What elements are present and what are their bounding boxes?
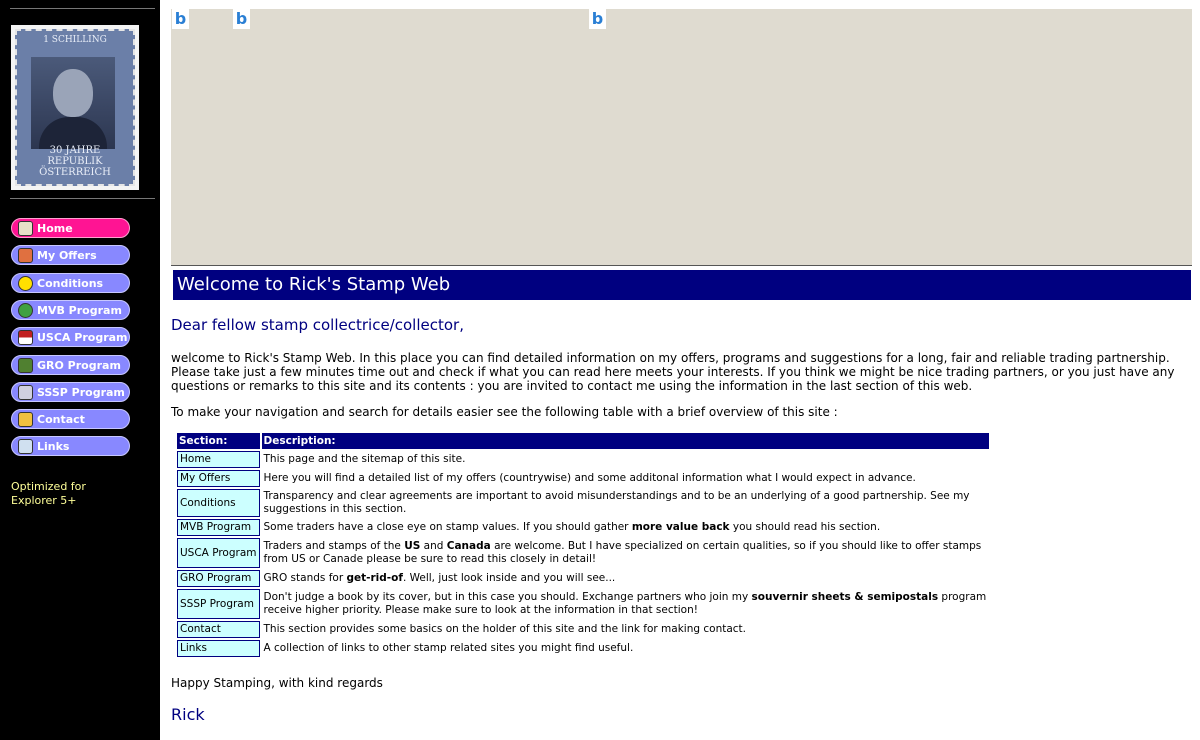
- section-description: [262, 451, 989, 468]
- nav-usca-program-button[interactable]: [11, 327, 130, 347]
- optimized-line1: Optimized for: [11, 480, 86, 493]
- description-emphasis: Canada: [446, 540, 491, 552]
- header-section: Section:: [177, 433, 260, 449]
- section-link[interactable]: MVB Program: [177, 519, 260, 536]
- section-description: [262, 621, 989, 638]
- optimized-note: [11, 480, 101, 508]
- broken-image-icon: b: [233, 9, 250, 29]
- optimized-line2: Explorer 5+: [11, 494, 77, 507]
- description-emphasis: get-rid-of: [346, 572, 403, 584]
- navigation-note: To make your navigation and search for details easier see the following table with a brief overview of this site :: [171, 405, 838, 419]
- nav-label: GRO Program: [37, 358, 121, 372]
- description-text: Some traders have a close eye on stamp values. If you should gather: [263, 521, 632, 533]
- offers-icon: [18, 248, 33, 263]
- description-text: GRO stands for: [263, 572, 347, 584]
- stamp-bottom-line2: REPUBLIK: [47, 156, 103, 167]
- header-description: Description:: [262, 433, 989, 449]
- intro-paragraph: welcome to Rick's Stamp Web. In this place you can find detailed information on my offers, programs and suggestions for a long, fair and reliable trading partnership. Please take just a few minutes time out and check if what you can read here meets your interests. If you think we might be nice trading partners, or you just have any questions or remarks to this site and its contents : you are invited to contact me using the information in the last section of this web.: [171, 351, 1175, 393]
- section-link[interactable]: My Offers: [177, 470, 260, 487]
- nav-label: Contact: [37, 412, 85, 426]
- nav-my-offers-button[interactable]: [11, 245, 130, 265]
- nav-label: USCA Program: [37, 330, 128, 344]
- stamp-top-text: 1 SCHILLING: [43, 35, 107, 45]
- table-row: [177, 621, 989, 638]
- nav-label: Conditions: [37, 276, 104, 290]
- section-description: [262, 538, 989, 568]
- description-text: are welcome. But I have specialized on certain qualities, so if you should like to offer stamps from US or Canade please be sure to read this closely in detail!: [263, 540, 982, 565]
- stamp-portrait: [31, 57, 115, 149]
- stamp-bottom-line3: ÖSTERREICH: [39, 167, 111, 178]
- section-description: [262, 519, 989, 536]
- table-row: [177, 538, 989, 568]
- nav-contact-button[interactable]: [11, 409, 130, 429]
- description-text: you should read his section.: [729, 521, 881, 533]
- nav-label: Home: [37, 221, 73, 235]
- nav-sssp-program-button[interactable]: [11, 382, 130, 402]
- page-title: Welcome to Rick's Stamp Web: [173, 270, 1191, 300]
- home-icon: [18, 221, 33, 236]
- banner-area: [171, 9, 1192, 266]
- greeting-heading: Dear fellow stamp collectrice/collector,: [171, 316, 464, 334]
- table-row: [177, 489, 989, 517]
- nav-mvb-program-button[interactable]: [11, 300, 130, 320]
- nav-label: Links: [37, 439, 70, 453]
- section-link[interactable]: USCA Program: [177, 538, 260, 568]
- table-row: [177, 451, 989, 468]
- section-description: [262, 640, 989, 657]
- section-link[interactable]: Contact: [177, 621, 260, 638]
- table-row: [177, 470, 989, 487]
- site-overview-table: [175, 431, 991, 659]
- broken-image-icon: b: [172, 9, 189, 29]
- section-link[interactable]: Conditions: [177, 489, 260, 517]
- globe-icon: [18, 303, 33, 318]
- description-text: Traders and stamps of the: [263, 540, 405, 552]
- description-text: . Well, just look inside and you will see...: [402, 572, 616, 584]
- broken-image-icon: b: [589, 9, 606, 29]
- description-emphasis: souvernir sheets & semipostals: [751, 591, 939, 603]
- description-text: and: [420, 540, 447, 552]
- description-text: Transparency and clear agreements are important to avoid misunderstandings and to be an underlying of a good partnership. See my suggestions in this section.: [263, 490, 970, 515]
- section-link[interactable]: SSSP Program: [177, 589, 260, 619]
- section-link[interactable]: Links: [177, 640, 260, 657]
- section-description: [262, 489, 989, 517]
- table-row: [177, 589, 989, 619]
- description-emphasis: US: [404, 540, 421, 552]
- stamp-face: [15, 29, 135, 186]
- nav-links-button[interactable]: [11, 436, 130, 456]
- nav-conditions-button[interactable]: [11, 273, 130, 293]
- description-text: Here you will find a detailed list of my offers (countrywise) and some additonal information what I would expect in advance.: [263, 472, 916, 484]
- contact-icon: [18, 412, 33, 427]
- stamp-bottom-line1: 30 JAHRE: [49, 145, 101, 156]
- links-icon: [18, 439, 33, 454]
- warning-icon: [18, 276, 33, 291]
- sidebar: [0, 0, 160, 740]
- nav-label: My Offers: [37, 248, 97, 262]
- gro-icon: [18, 358, 33, 373]
- section-description: [262, 570, 989, 587]
- description-text: program receive higher priority. Please make sure to look at the information in that section!: [263, 591, 987, 616]
- table-header-row: [177, 433, 989, 449]
- nav-label: SSSP Program: [37, 385, 125, 399]
- portrait-head: [53, 69, 93, 117]
- stamp-bottom-text: [17, 145, 133, 178]
- sidebar-divider-top: [10, 8, 155, 9]
- table-row: [177, 570, 989, 587]
- section-link[interactable]: Home: [177, 451, 260, 468]
- nav-label: MVB Program: [37, 303, 122, 317]
- sssp-icon: [18, 385, 33, 400]
- stamp-image: [11, 25, 139, 190]
- closing-line: Happy Stamping, with kind regards: [171, 676, 383, 690]
- nav-home-button[interactable]: [11, 218, 130, 238]
- section-description: [262, 589, 989, 619]
- nav-gro-program-button[interactable]: [11, 355, 130, 375]
- table-row: [177, 519, 989, 536]
- description-text: This section provides some basics on the holder of this site and the link for making contact.: [263, 623, 747, 635]
- description-text: This page and the sitemap of this site.: [263, 453, 466, 465]
- signature: Rick: [171, 705, 205, 724]
- table-row: [177, 640, 989, 657]
- description-text: Don't judge a book by its cover, but in this case you should. Exchange partners who join my: [263, 591, 752, 603]
- us-flag-icon: [18, 330, 33, 345]
- section-description: [262, 470, 989, 487]
- description-emphasis: more value back: [631, 521, 730, 533]
- section-link[interactable]: GRO Program: [177, 570, 260, 587]
- description-text: A collection of links to other stamp related sites you might find useful.: [263, 642, 634, 654]
- sidebar-divider-bottom: [10, 198, 155, 199]
